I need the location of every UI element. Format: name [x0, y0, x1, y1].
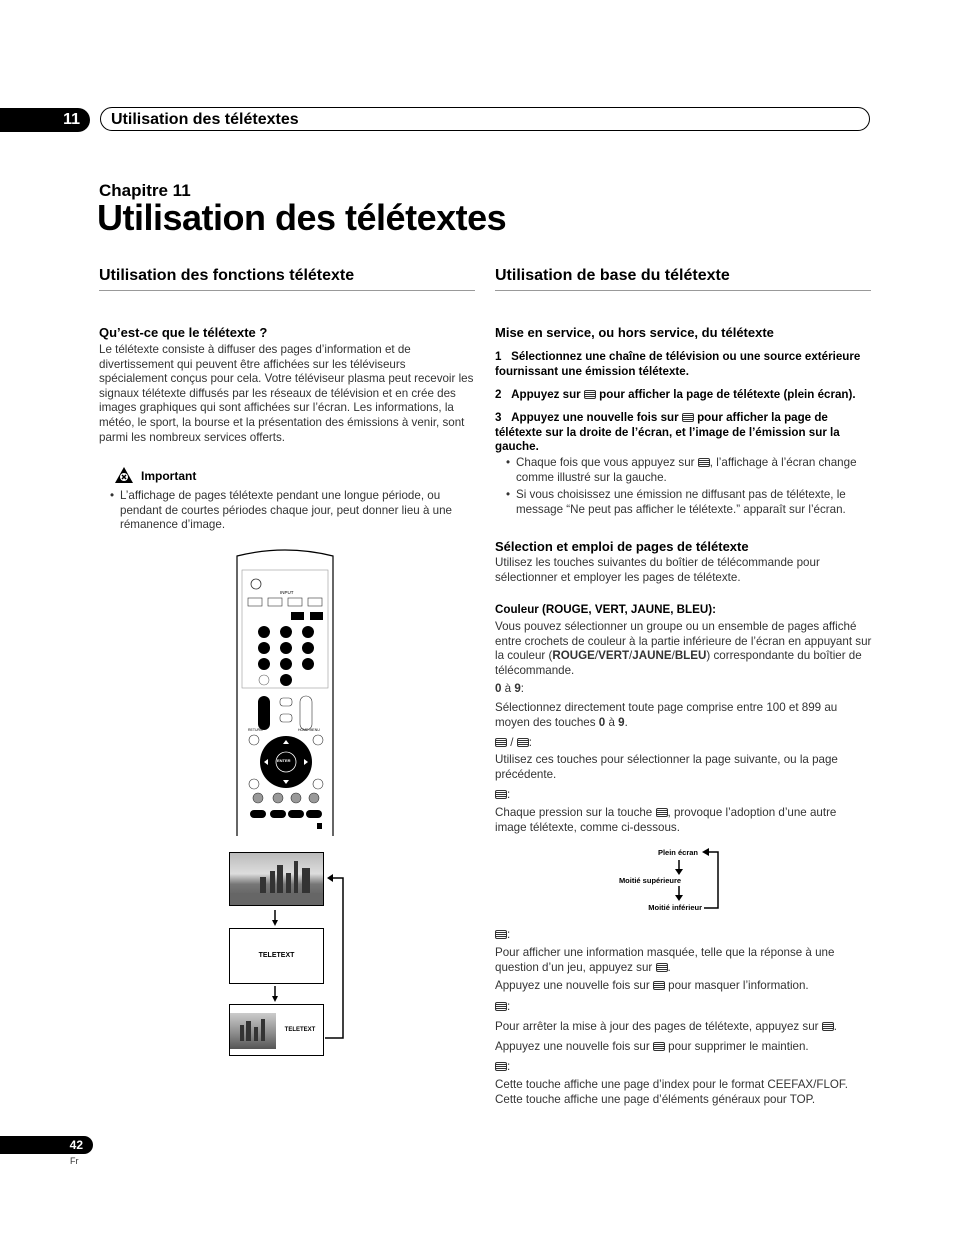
- left-section-title: Utilisation des fonctions télétexte: [99, 267, 355, 284]
- remote-input-label: INPUT: [280, 590, 294, 595]
- digits-label: 0 à 9:: [495, 682, 525, 695]
- page-number-badge: 42: [0, 1136, 93, 1154]
- reveal-button-icon: [653, 981, 665, 990]
- color-body: Vous pouvez sélectionner un groupe ou un ensemble de pages affiché entre crochets de couleur à la partie inférieure de l’écran en appuyant sur la couleur (ROUGE/VERT/JAUNE/BLEU) correspondante du boîtier de télécommande.: [495, 620, 872, 677]
- page-title: Utilisation des télétextes: [97, 197, 507, 238]
- step-1: 1 Sélectionnez une chaîne de télévision ou une source extérieure fournissant une émission télétexte.: [495, 350, 861, 378]
- cycle-upper-label: Moitié supérieure: [618, 876, 682, 885]
- hold-body-2: Appuyez une nouvelle fois sur pour supprimer le maintien.: [495, 1040, 809, 1053]
- teletext-button-icon: [698, 458, 710, 467]
- tv-picture-full: [229, 852, 324, 906]
- remote-home-menu-label: HOME MENU: [298, 728, 320, 732]
- hold-body: Pour arrêter la mise à jour des pages de télétexte, appuyez sur .: [495, 1020, 837, 1033]
- page-updown-label: / :: [495, 736, 532, 751]
- teletext-button-icon: [584, 390, 596, 399]
- what-is-teletext-body: Le télétexte consiste à diffuser des pages d’information et de divertissement qui peuvent être affichées sur les téléviseurs spécialement conçus pour cela. Votre téléviseur plasma peut recevoir les signaux télétexte diffusés par les réseaux de télévision et en crée des images graphiques qui sont affichées sur l’écran. Les informations, la météo, le sport, la bourse et la présentation des émissions à venir, sont parmi les nombreux services offerts.: [99, 343, 474, 444]
- right-section-title: Utilisation de base du télétexte: [495, 267, 730, 284]
- page-down-icon: [517, 738, 529, 747]
- color-heading: Couleur (ROUGE, VERT, JAUNE, BLEU):: [495, 603, 716, 616]
- teletext-button-icon: [682, 413, 694, 422]
- cycle-full-label: Plein écran: [657, 848, 698, 857]
- hold-label: :: [495, 1000, 510, 1015]
- tv-picture-half: [230, 1013, 276, 1049]
- index-label: :: [495, 1060, 510, 1075]
- hold-button-icon: [822, 1022, 834, 1031]
- what-is-teletext-heading: Qu’est-ce que le télétexte ?: [99, 325, 268, 340]
- right-section-rule: [495, 290, 871, 291]
- hold-button-icon: [495, 1002, 507, 1011]
- reveal-label: :: [495, 928, 510, 943]
- arrow-down-icon: [272, 910, 278, 926]
- bullet-2: • Si vous choisissez une émission ne diffusant pas de télétexte, le message “Ne peut pas afficher le télétexte.” apparaît sur l’écran.: [516, 488, 872, 517]
- chapter-header-bar: Utilisation des télétextes: [100, 107, 870, 131]
- size-body: Chaque pression sur la touche , provoque l’adoption d’une autre image télétexte, comme ci-dessous.: [495, 806, 837, 834]
- teletext-split-screen: TELETEXT: [229, 1004, 324, 1056]
- select-heading: Sélection et emploi de pages de télétexte: [495, 539, 749, 554]
- step-3: 3 Appuyez une nouvelle fois sur pour afficher la page de télétexte sur la droite de l’écran, et l’image de l’émission sur la gauche.: [495, 411, 840, 454]
- arrow-down-icon: [272, 986, 278, 1002]
- cycle-return-arrow: [325, 874, 347, 1040]
- left-section-rule: [99, 290, 475, 291]
- size-label: :: [495, 788, 510, 803]
- bullet-1: • Chaque fois que vous appuyez sur , l’affichage à l’écran change comme illustré sur la gauche.: [516, 456, 872, 485]
- reveal-body: Pour afficher une information masquée, telle que la réponse à une question d’un jeu, appuyez sur .: [495, 946, 835, 974]
- important-warning-icon: [114, 466, 134, 484]
- teletext-full-screen: TELETEXT: [229, 928, 324, 984]
- step-2: 2 Appuyez sur pour afficher la page de télétexte (plein écran).: [495, 388, 856, 401]
- chapter-label: Chapitre 11: [99, 181, 191, 200]
- index-body: Cette touche affiche une page d’index pour le format CEEFAX/FLOF. Cette touche affiche une page d’éléments généraux pour TOP.: [495, 1078, 848, 1106]
- page-up-icon: [495, 738, 507, 747]
- important-bullet: • L’affichage de pages télétexte pendant une longue période, ou pendant de courtes périodes chaque jour, peut donner lieu à une rémanence d’image.: [120, 489, 476, 533]
- size-button-icon: [656, 808, 668, 817]
- index-button-icon: [495, 1062, 507, 1071]
- size-button-icon: [495, 790, 507, 799]
- reveal-button-icon: [495, 930, 507, 939]
- language-code: Fr: [70, 1156, 79, 1166]
- hold-button-icon: [653, 1042, 665, 1051]
- remote-enter-label: ENTER: [277, 758, 291, 763]
- digits-body: Sélectionnez directement toute page comprise entre 100 et 899 au moyen des touches 0 à 9.: [495, 701, 838, 729]
- chapter-number-badge: 11: [0, 108, 90, 132]
- onoff-heading: Mise en service, ou hors service, du télétexte: [495, 325, 774, 340]
- remote-control-illustration: [236, 548, 334, 836]
- important-label: Important: [141, 469, 197, 483]
- size-cycle-arrows: [672, 848, 720, 914]
- cycle-lower-label: Moitié inférieur: [648, 903, 702, 912]
- reveal-body-2: Appuyez une nouvelle fois sur pour masquer l’information.: [495, 979, 809, 992]
- remote-return-label: RETURN: [248, 728, 263, 732]
- select-body: Utilisez les touches suivantes du boîtier de télécommande pour sélectionner et employer les pages de télétexte.: [495, 556, 820, 584]
- page-updown-body: Utilisez ces touches pour sélectionner la page suivante, ou la page précédente.: [495, 753, 838, 781]
- reveal-button-icon: [656, 963, 668, 972]
